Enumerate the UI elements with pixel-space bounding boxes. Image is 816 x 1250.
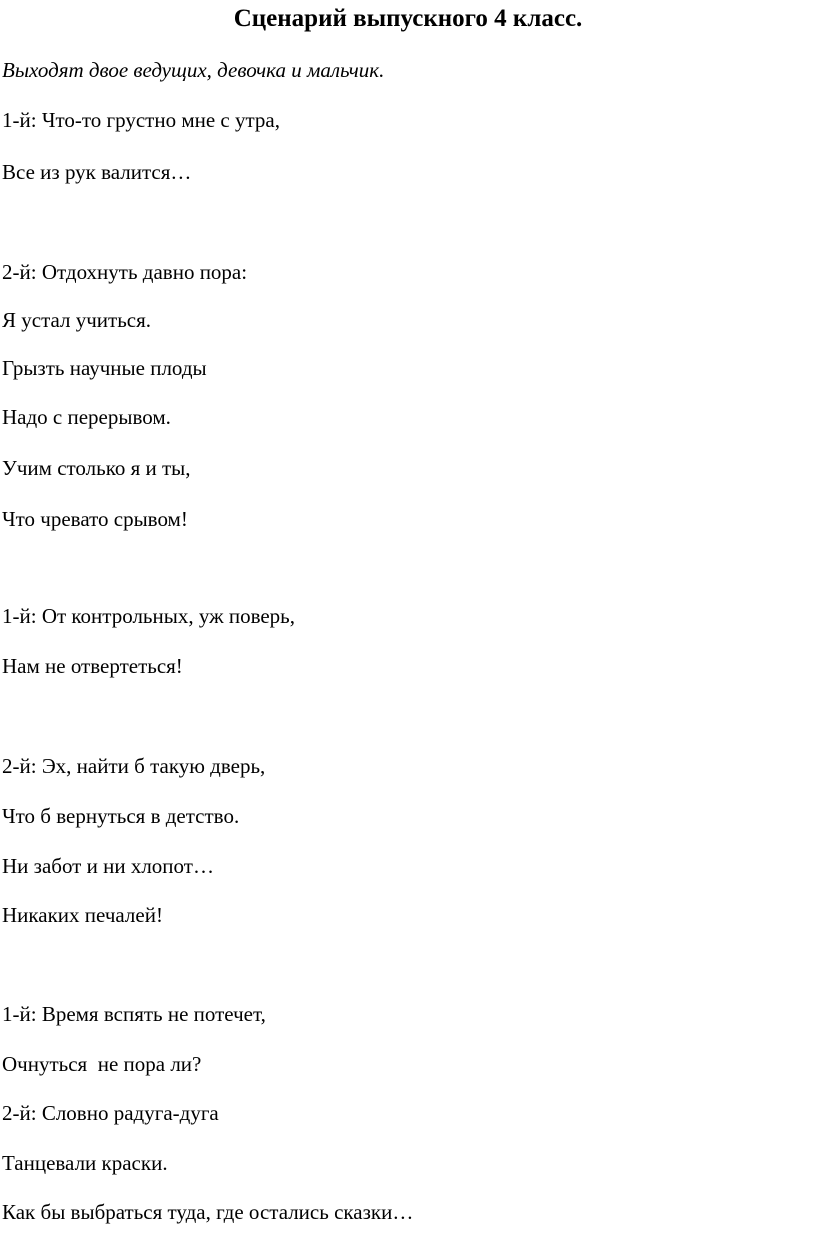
script-line: Надо с перерывом. xyxy=(2,405,171,429)
stage-direction: Выходят двое ведущих, девочка и мальчик. xyxy=(2,58,385,82)
script-line: Нам не отвертеться! xyxy=(2,654,183,678)
script-line: Что б вернуться в детство. xyxy=(2,804,240,828)
script-line: Учим столько я и ты, xyxy=(2,456,191,480)
script-line: Грызть научные плоды xyxy=(2,356,207,380)
script-line: 2-й: Отдохнуть давно пора: xyxy=(2,260,248,284)
script-line: Танцевали краски. xyxy=(2,1151,168,1175)
script-line: Что чревато срывом! xyxy=(2,507,188,531)
script-line: 2-й: Эх, найти б такую дверь, xyxy=(2,754,266,778)
script-line: 1-й: Время вспять не потечет, xyxy=(2,1002,266,1026)
script-line: Все из рук валится… xyxy=(2,160,192,184)
script-line: Я устал учиться. xyxy=(2,308,152,332)
script-line: Как бы выбраться туда, где остались сказки… xyxy=(2,1200,414,1224)
script-line: Очнуться не пора ли? xyxy=(2,1052,202,1076)
script-line: 2-й: Словно радуга-дуга xyxy=(2,1101,219,1125)
document-title: Сценарий выпускного 4 класс. xyxy=(233,5,583,32)
script-line: 1-й: От контрольных, уж поверь, xyxy=(2,604,296,628)
script-line: 1-й: Что-то грустно мне с утра, xyxy=(2,108,281,132)
script-line: Никаких печалей! xyxy=(2,903,163,927)
script-line: Ни забот и ни хлопот… xyxy=(2,854,214,878)
